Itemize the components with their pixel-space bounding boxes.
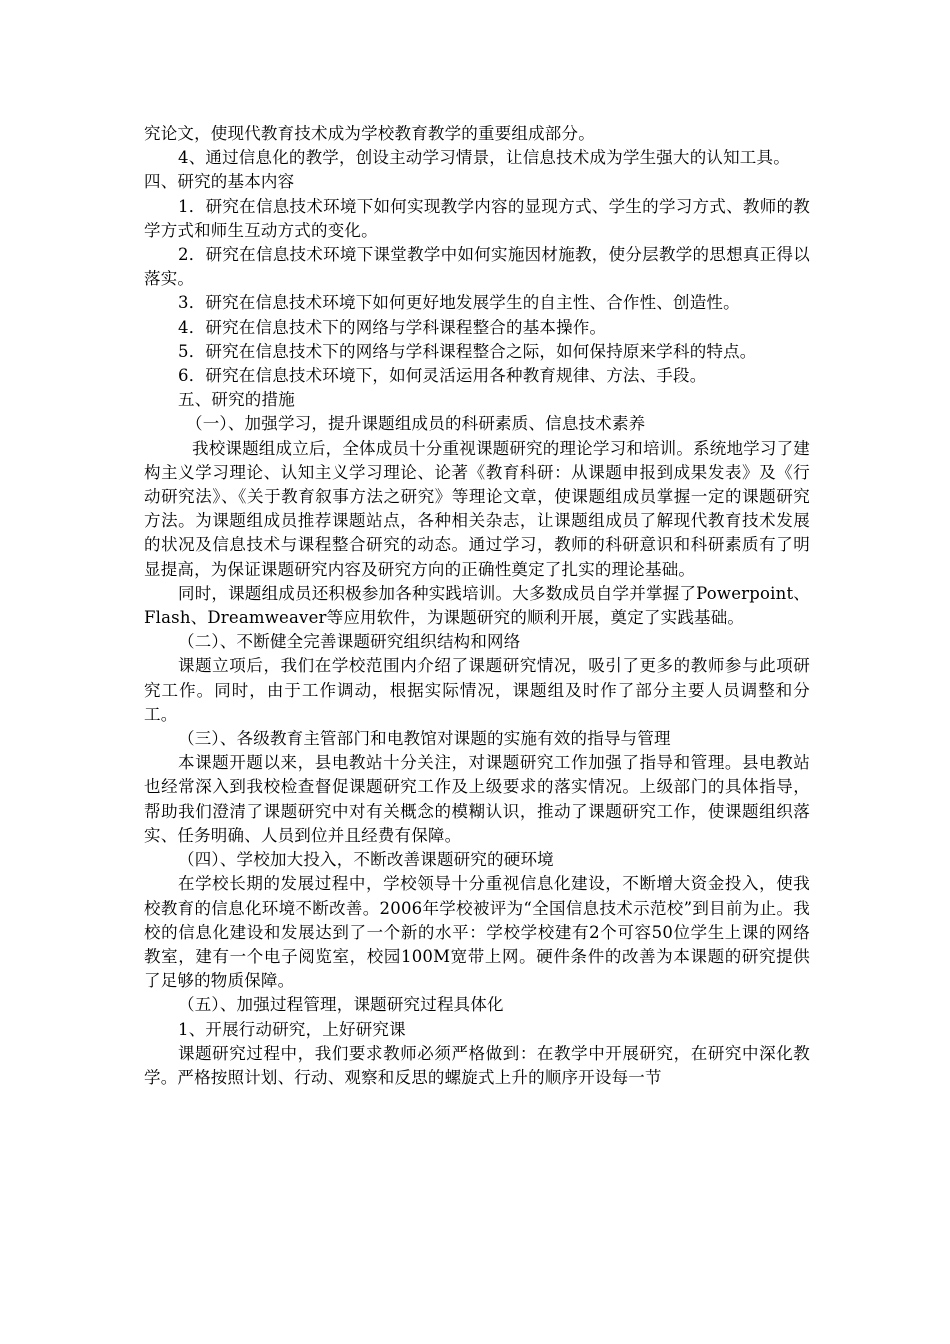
paragraph-action-research: 课题研究过程中，我们要求教师必须严格做到：在教学中开展研究，在研究中深化教学。严格按照计划、行动、观察和反思的螺旋式上升的顺序开设每一节	[144, 1043, 810, 1087]
paragraph-guidance: 本课题开题以来，县电教站十分关注，对课题研究工作加强了指导和管理。县电教站也经常深入到我校检查督促课题研究工作及上级要求的落实情况。上级部门的具体指导，帮助我们澄清了课题研究中对有关概念的模糊认识，推动了课题研究工作，使课题组织落实、任务明确、人员到位并且经费有保障。	[144, 753, 810, 845]
content-item-4: 4．研究在信息技术下的网络与学科课程整合的基本操作。	[178, 317, 607, 337]
content-item-6: 6．研究在信息技术环境下，如何灵活运用各种教育规律、方法、手段。	[178, 366, 707, 386]
paragraph-continuation: 究论文，使现代教育技术成为学校教育教学的重要组成部分。	[144, 124, 595, 143]
subsection-heading-4: （四）、学校加大投入，不断改善课题研究的硬环境	[178, 850, 554, 870]
subsection-heading-5: （五）、加强过程管理，课题研究过程具体化	[178, 995, 504, 1015]
paragraph-investment: 在学校长期的发展过程中，学校领导十分重视信息化建设，不断增大资金投入，使我校教育的信息化环境不断改善。2006年学校被评为“全国信息技术示范校”到目前为止。我校的信息化建设和发展达到了一个新的水平：学校学校建有2个可容50位学生上课的网络教室，建有一个电子阅览室，校园100M宽带上网。硬件条件的改善为本课题的研究提供了足够的物质保障。	[144, 874, 810, 991]
subsection-heading-3: （三）、各级教育主管部门和电教馆对课题的实施有效的指导与管理	[178, 729, 671, 749]
subsection-heading-2: （二）、不断健全完善课题研究组织结构和网络	[178, 632, 521, 652]
paragraph-learning: 我校课题组成立后，全体成员十分重视课题研究的理论学习和培训。系统地学习了建构主义学习理论、认知主义学习理论、论著《教育科研：从课题申报到成果发表》及《行动研究法》、《关于教育叙事方法之研究》等理论文章，使课题组成员掌握一定的课题研究方法。为课题组成员推荐课题站点，各种相关杂志，让课题组成员了解现代教育技术发展的状况及信息技术与课程整合研究的动态。通过学习，教师的科研意识和科研素质有了明显提高，为保证课题研究内容及研究方向的正确性奠定了扎实的理论基础。	[144, 438, 810, 579]
content-item-2: 2．研究在信息技术环境下课堂教学中如何实施因材施教，使分层教学的思想真正得以落实。	[144, 245, 810, 289]
section-heading-research-content: 四、研究的基本内容	[144, 172, 295, 192]
content-item-5: 5．研究在信息技术下的网络与学科课程整合之际，如何保持原来学科的特点。	[178, 341, 757, 361]
subsection-item-1: 1、开展行动研究，上好研究课	[178, 1019, 406, 1039]
subsection-heading-1: （一）、加强学习，提升课题组成员的科研素质、信息技术素养	[186, 414, 646, 434]
paragraph-training: 同时，课题组成员还积极参加各种实践培训。大多数成员自学并掌握了Powerpoint、Flash、Dreamweaver等应用软件，为课题研究的顺利开展，奠定了实践基础。	[144, 583, 810, 628]
content-item-1: 1．研究在信息技术环境下如何实现教学内容的显现方式、学生的学习方式、教师的教学方式和师生互动方式的变化。	[144, 196, 810, 240]
content-item-3: 3．研究在信息技术环境下如何更好地发展学生的自主性、合作性、创造性。	[178, 293, 740, 313]
section-heading-measures: 五、研究的措施	[178, 390, 295, 410]
paragraph-goal-4: 4、通过信息化的教学，创设主动学习情景，让信息技术成为学生强大的认知工具。	[178, 148, 790, 168]
paragraph-organization: 课题立项后，我们在学校范围内介绍了课题研究情况，吸引了更多的教师参与此项研究工作。同时，由于工作调动，根据实际情况，课题组及时作了部分主要人员调整和分工。	[144, 656, 810, 724]
